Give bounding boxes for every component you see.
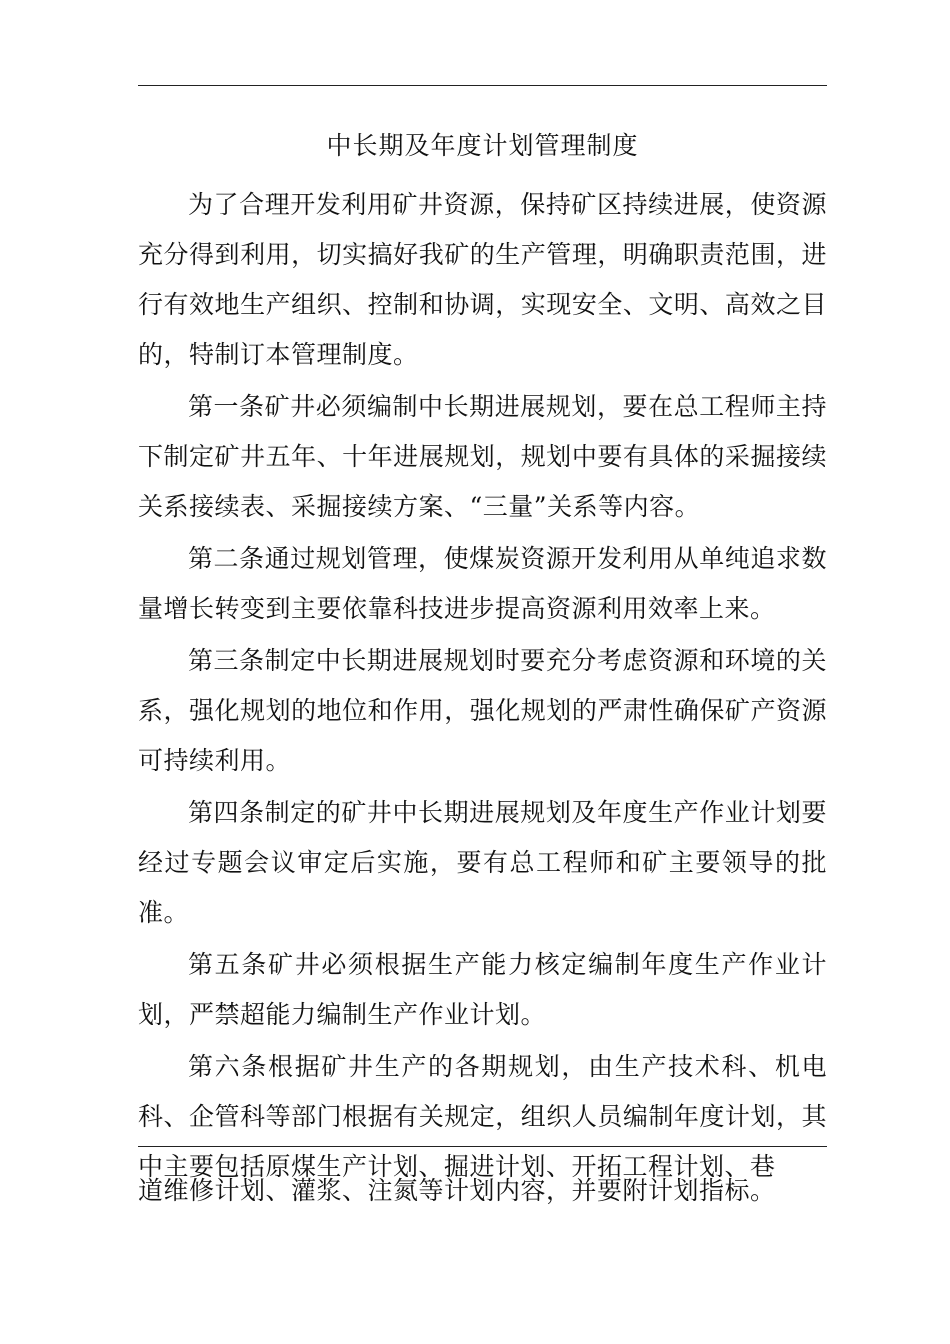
paragraph-article-4: 第四条制定的矿井中长期进展规划及年度生产作业计划要经过专题会议审定后实施，要有总工程师和矿主要领导的批准。 [138, 798, 827, 927]
paragraph-intro: 为了合理开发利用矿井资源，保持矿区持续进展，使资源充分得到利用，切实搞好我矿的生产管理，明确职责范围，进行有效地生产组织、控制和协调，实现安全、文明、高效之目的，特制订本管理制度。 [138, 190, 827, 369]
paragraph-article-5: 第五条矿井必须根据生产能力核定编制年度生产作业计划，严禁超能力编制生产作业计划。 [138, 950, 827, 1029]
paragraph-article-1: 第一条矿井必须编制中长期进展规划，要在总工程师主持下制定矿井五年、十年进展规划，规划中要有具体的采掘接续关系接续表、采掘接续方案、“三量”关系等内容。 [138, 392, 827, 521]
document-body [138, 180, 827, 1194]
bottom-divider [138, 1146, 827, 1147]
paragraph-article-6: 第六条根据矿井生产的各期规划，由生产技术科、机电科、企管科等部门根据有关规定，组织人员编制年度计划，其中主要包括原煤生产计划、掘进计划、开拓工程计划、巷 [138, 1052, 827, 1181]
document-title: 中长期及年度计划管理制度 [326, 131, 639, 160]
top-divider [138, 85, 827, 86]
paragraph-article-2: 第二条通过规划管理，使煤炭资源开发利用从单纯追求数量增长转变到主要依靠科技进步提高资源利用效率上来。 [138, 544, 827, 623]
paragraph-article-3: 第三条制定中长期进展规划时要充分考虑资源和环境的关系，强化规划的地位和作用，强化规划的严肃性确保矿产资源可持续利用。 [138, 646, 827, 775]
paragraph-continuation: 道维修计划、灌浆、注氮等计划内容，并要附计划指标。 [138, 1176, 776, 1205]
